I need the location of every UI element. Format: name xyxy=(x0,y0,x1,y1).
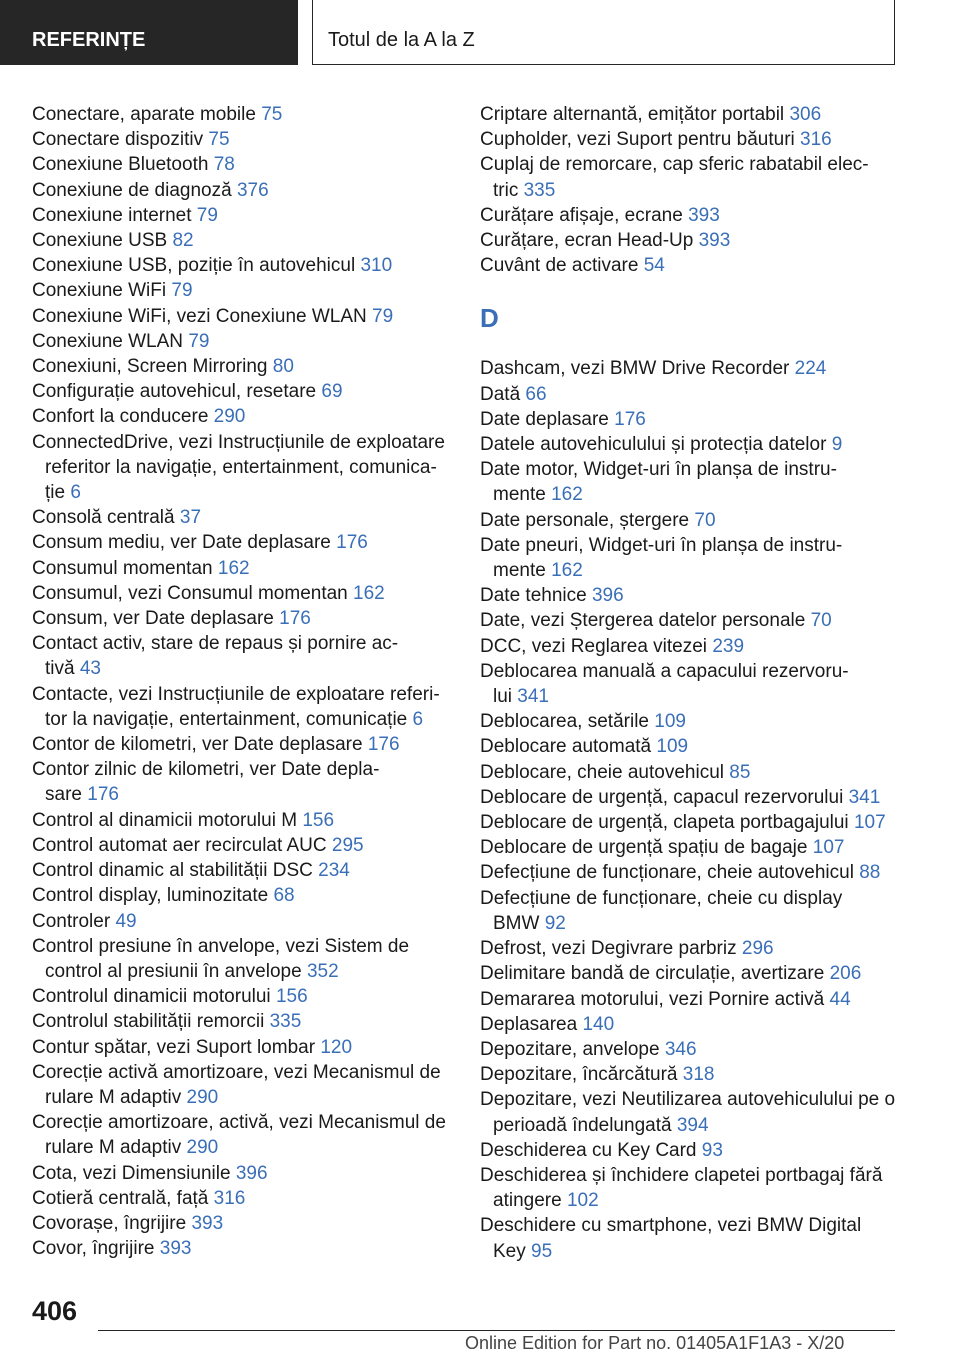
index-entry xyxy=(480,356,910,381)
index-entry xyxy=(32,152,457,177)
index-entry-text: Covor, îngrijire xyxy=(32,1238,155,1260)
index-entry-text: Curățare afișaje, ecrane xyxy=(480,204,683,226)
index-entry xyxy=(480,886,910,936)
index-entry xyxy=(32,1236,457,1261)
page-reference-link[interactable]: 109 xyxy=(656,736,689,758)
index-entry xyxy=(32,581,457,606)
page-reference-link[interactable]: 162 xyxy=(551,560,583,582)
page-reference-link[interactable]: 162 xyxy=(353,582,385,604)
page-reference-link[interactable]: 75 xyxy=(208,129,230,151)
page-reference-link[interactable]: 66 xyxy=(525,383,547,405)
page-reference-link[interactable]: 290 xyxy=(186,1086,219,1108)
page-reference-link[interactable]: 290 xyxy=(213,406,246,428)
page-reference-link[interactable]: 70 xyxy=(694,509,716,531)
index-entry-text: Deblocare automată xyxy=(480,736,652,758)
index-entry-text: Deschiderea și închidere clapetei portbagaj fără atingere xyxy=(480,1164,883,1212)
index-entry-text: Cotieră centrală, față xyxy=(32,1187,209,1209)
index-entry xyxy=(32,1110,457,1160)
page-reference-link[interactable]: 318 xyxy=(682,1064,715,1086)
index-entry-text: Cota, vezi Dimensiunile xyxy=(32,1162,231,1184)
index-entry-text: Consumul, vezi Consumul momentan xyxy=(32,582,348,604)
index-entry-text: Delimitare bandă de circulație, avertizare xyxy=(480,963,825,985)
index-entry xyxy=(32,808,457,833)
edition-note: Online Edition for Part no. 01405A1F1A3 - X/20 xyxy=(465,1333,845,1353)
index-entry xyxy=(32,329,457,354)
index-entry xyxy=(480,608,910,633)
index-entry xyxy=(32,505,457,530)
page-reference-link[interactable]: 393 xyxy=(698,230,731,252)
index-entry xyxy=(480,1163,910,1213)
index-entry xyxy=(32,556,457,581)
index-entry-text: Defecțiune de funcționare, cheie cu display BMW xyxy=(480,887,843,934)
page-reference-link[interactable]: 88 xyxy=(859,862,881,884)
page-reference-link[interactable]: 396 xyxy=(591,585,624,607)
index-entry xyxy=(32,757,457,807)
index-entry xyxy=(32,858,457,883)
page-reference-link[interactable]: 296 xyxy=(741,938,774,960)
chapter-header xyxy=(312,0,895,65)
page-reference-link[interactable]: 9 xyxy=(831,434,843,456)
index-entry xyxy=(32,304,457,329)
page-reference-link[interactable]: 80 xyxy=(272,356,294,378)
index-entry xyxy=(32,682,457,732)
index-entry-text: Dashcam, vezi BMW Drive Recorder xyxy=(480,358,790,380)
index-entry xyxy=(32,606,457,631)
page-reference-link[interactable]: 92 xyxy=(544,912,566,934)
page-reference-link[interactable]: 120 xyxy=(320,1036,353,1058)
page-reference-link[interactable]: 162 xyxy=(217,557,250,579)
page-reference-link[interactable]: 79 xyxy=(188,330,210,352)
index-entry-text: Deplasarea xyxy=(480,1013,578,1035)
page-reference-link[interactable]: 176 xyxy=(87,784,119,806)
index-entry xyxy=(480,127,910,152)
page-reference-link[interactable]: 316 xyxy=(800,129,832,151)
index-entry-text: Date motor, Widget-uri în planșa de instru- mente xyxy=(480,459,837,506)
index-entry-text: Control presiune în anvelope, vezi Sistem de control al presiunii în anvelope xyxy=(32,935,410,982)
page-reference-link[interactable]: 156 xyxy=(302,809,335,831)
page-reference-link[interactable]: 335 xyxy=(269,1011,302,1033)
index-entry xyxy=(480,407,910,432)
index-entry xyxy=(32,253,457,278)
index-entry xyxy=(480,102,910,127)
page-reference-link[interactable]: 310 xyxy=(360,255,393,277)
index-entry-text: Contor de kilometri, ver Date deplasare xyxy=(32,734,363,756)
page-reference-link[interactable]: 85 xyxy=(729,761,751,783)
index-entry xyxy=(32,984,457,1009)
page-reference-link[interactable]: 346 xyxy=(664,1038,697,1060)
chapter-title: Totul de la A la Z xyxy=(328,29,475,51)
index-entry xyxy=(32,909,457,934)
index-entry xyxy=(480,709,910,734)
index-entry-text: Deblocarea, setările xyxy=(480,711,649,733)
index-entry-text: Conexiuni, Screen Mirroring xyxy=(32,356,268,378)
index-entry-text: Deblocare de urgență, capacul rezervorului xyxy=(480,786,844,808)
index-entry xyxy=(480,1062,910,1087)
index-entry xyxy=(480,203,910,228)
page-reference-link[interactable]: 393 xyxy=(159,1238,192,1260)
index-entry xyxy=(480,1012,910,1037)
index-entry-text: Curățare, ecran Head-Up xyxy=(480,230,694,252)
index-entry xyxy=(32,883,457,908)
page-reference-link[interactable]: 234 xyxy=(318,860,350,882)
index-entry xyxy=(32,430,457,506)
page-reference-link[interactable]: 176 xyxy=(367,734,400,756)
index-entry xyxy=(480,1213,910,1263)
index-entry-text: Consum, ver Date deplasare xyxy=(32,608,274,630)
index-entry-text: Contacte, vezi Instrucțiunile de exploatare referi- tor la navigație, entertainment, comunicație xyxy=(32,683,440,730)
index-entry-text: Configurație autovehicul, resetare xyxy=(32,381,317,403)
index-entry-text: Consum mediu, ver Date deplasare xyxy=(32,532,331,554)
index-entry-text: Corecție amortizoare, activă, vezi Mecanismul de rulare M adaptiv xyxy=(32,1112,446,1159)
section-tab xyxy=(0,0,298,65)
page-reference-link[interactable]: 140 xyxy=(582,1013,615,1035)
index-entry xyxy=(480,1087,910,1137)
index-entry-text: Control al dinamicii motorului M xyxy=(32,809,298,831)
index-entry xyxy=(32,379,457,404)
index-entry xyxy=(32,732,457,757)
index-entry xyxy=(480,734,910,759)
page-reference-link[interactable]: 393 xyxy=(688,204,720,226)
index-entry-text: Controlul stabilității remorcii xyxy=(32,1011,265,1033)
index-entry-text: Criptare alternantă, emițător portabil xyxy=(480,104,785,125)
index-entry-text: Conexiune Bluetooth xyxy=(32,154,209,176)
index-entry-text: Control display, luminozitate xyxy=(32,885,269,907)
index-entry xyxy=(480,634,910,659)
index-column-right xyxy=(480,102,910,1264)
index-entry xyxy=(480,432,910,457)
index-entry-text: Defrost, vezi Degivrare parbriz xyxy=(480,938,737,960)
page-reference-link[interactable]: 43 xyxy=(79,658,101,680)
index-entry-text: Contor zilnic de kilometri, ver Date depla- sare xyxy=(32,759,380,806)
index-entry xyxy=(480,760,910,785)
index-entry-text: Conexiune de diagnoză xyxy=(32,179,232,201)
index-entry xyxy=(480,785,910,810)
index-entry xyxy=(32,1035,457,1060)
index-entry xyxy=(480,508,910,533)
index-entry-text: Corecție activă amortizoare, vezi Mecanismul de rulare M adaptiv xyxy=(32,1061,441,1108)
page-reference-link[interactable]: 156 xyxy=(275,986,308,1008)
index-entry xyxy=(480,228,910,253)
page-reference-link[interactable]: 6 xyxy=(412,708,424,730)
page-reference-link[interactable]: 78 xyxy=(213,154,235,176)
index-entry-text: Date deplasare xyxy=(480,408,609,430)
index-entry xyxy=(32,278,457,303)
page-reference-link[interactable]: 102 xyxy=(566,1190,599,1212)
index-entry xyxy=(32,178,457,203)
index-entry-text: Date pneuri, Widget-uri în planșa de instru- mente xyxy=(480,534,843,582)
index-entry-text: Conexiune WLAN xyxy=(32,330,184,352)
page-reference-link[interactable]: 93 xyxy=(701,1139,723,1161)
index-entry xyxy=(480,659,910,709)
index-entry-text: ConnectedDrive, vezi Instrucțiunile de exploatare referitor la navigație, entertainment, comunica- ție xyxy=(32,431,445,504)
index-entry xyxy=(480,583,910,608)
index-entry-text: Demararea motorului, vezi Pornire activă xyxy=(480,988,825,1010)
page-reference-link[interactable]: 176 xyxy=(336,532,368,554)
index-entry xyxy=(32,1009,457,1034)
index-entry-text: Covorașe, îngrijire xyxy=(32,1212,187,1234)
index-letter-heading: D xyxy=(480,303,499,334)
index-entry-text: Contact activ, stare de repaus și pornire ac- tivă xyxy=(32,633,399,680)
index-entry xyxy=(480,835,910,860)
page-reference-link[interactable]: 306 xyxy=(789,104,822,125)
page-reference-link[interactable]: 6 xyxy=(70,482,81,504)
index-entry xyxy=(32,404,457,429)
index-entry-text: Consolă centrală xyxy=(32,507,175,529)
index-entry-text: Conectare, aparate mobile xyxy=(32,104,256,125)
index-entry xyxy=(480,987,910,1012)
index-entry-text: Cuvânt de activare xyxy=(480,255,639,277)
index-entry xyxy=(480,1037,910,1062)
page-reference-link[interactable]: 69 xyxy=(321,381,343,403)
page-reference-link[interactable]: 68 xyxy=(273,885,295,907)
index-entry-text: DCC, vezi Reglarea vitezei xyxy=(480,635,708,657)
index-entry-text: Dată xyxy=(480,383,521,405)
index-entry-text: Deschidere cu smartphone, vezi BMW Digital Key xyxy=(480,1215,862,1262)
index-entry-text: Contur spătar, vezi Suport lombar xyxy=(32,1036,316,1058)
page-reference-link[interactable]: 37 xyxy=(179,507,202,529)
index-entry xyxy=(480,253,910,278)
page-reference-link[interactable]: 79 xyxy=(196,204,218,226)
index-entry xyxy=(480,860,910,885)
page-reference-link[interactable]: 44 xyxy=(829,988,851,1010)
page-reference-link[interactable]: 95 xyxy=(531,1240,553,1262)
page-reference-link[interactable]: 54 xyxy=(643,255,665,277)
index-entry-text: Deblocare de urgență, clapeta portbagajului xyxy=(480,812,849,834)
index-entry xyxy=(480,152,910,202)
page-reference-link[interactable]: 162 xyxy=(551,484,583,506)
index-entry-text: Controlul dinamicii motorului xyxy=(32,986,271,1008)
index-entry xyxy=(32,934,457,984)
index-entry xyxy=(32,203,457,228)
index-entry xyxy=(32,833,457,858)
page-reference-link[interactable]: 290 xyxy=(186,1137,219,1159)
section-title: REFERINȚE xyxy=(32,29,146,51)
footer-divider xyxy=(98,1330,895,1331)
index-entry xyxy=(32,102,457,127)
index-entry-text: Date personale, ștergere xyxy=(480,509,690,531)
page-reference-link[interactable]: 335 xyxy=(523,179,556,201)
index-entry-text: Conexiune USB xyxy=(32,230,168,252)
index-entry-text: Deblocarea manuală a capacului rezervoru- lui xyxy=(480,660,849,708)
index-entry xyxy=(32,631,457,681)
page-reference-link[interactable]: 109 xyxy=(654,711,686,733)
index-entry-text: Conexiune USB, poziție în autovehicul xyxy=(32,255,356,277)
page-reference-link[interactable]: 239 xyxy=(712,635,745,657)
index-entry xyxy=(480,810,910,835)
page-reference-link[interactable]: 49 xyxy=(115,910,137,932)
index-entry xyxy=(480,961,910,986)
index-entry xyxy=(32,127,457,152)
index-entry-text: Conectare dispozitiv xyxy=(32,129,204,151)
index-entry-text: Datele autovehiculului și protecția datelor xyxy=(480,434,827,456)
page-reference-link[interactable]: 176 xyxy=(614,408,646,430)
index-entry xyxy=(480,533,910,583)
index-entry-text: Control dinamic al stabilității DSC xyxy=(32,860,313,882)
index-entry-text: Conexiune WiFi, vezi Conexiune WLAN xyxy=(32,305,367,327)
page-number: 406 xyxy=(32,1296,78,1326)
index-entry xyxy=(32,1060,457,1110)
page-reference-link[interactable]: 341 xyxy=(848,786,881,808)
index-entry-text: Deblocare, cheie autovehicul xyxy=(480,761,724,783)
index-entry-text: Deschiderea cu Key Card xyxy=(480,1139,697,1161)
page-reference-link[interactable]: 107 xyxy=(812,837,845,859)
page-reference-link[interactable]: 206 xyxy=(829,963,862,985)
page-reference-link[interactable]: 79 xyxy=(372,305,394,327)
page-reference-link[interactable]: 295 xyxy=(331,834,364,856)
index-entry xyxy=(32,1211,457,1236)
index-entry xyxy=(480,1138,910,1163)
page-reference-link[interactable]: 396 xyxy=(235,1162,268,1184)
index-entry xyxy=(32,1186,457,1211)
page-reference-link[interactable]: 352 xyxy=(306,960,339,982)
index-entry xyxy=(32,354,457,379)
index-entry-text: Date tehnice xyxy=(480,585,587,607)
page-reference-link[interactable]: 176 xyxy=(279,608,311,630)
index-entry-text: Date, vezi Ștergerea datelor personale xyxy=(480,610,806,632)
index-entry-text: Controler xyxy=(32,910,111,932)
index-entry-text: Conexiune WiFi xyxy=(32,280,167,302)
page-reference-link[interactable]: 394 xyxy=(676,1114,709,1136)
page-reference-link[interactable]: 224 xyxy=(794,358,827,380)
index-entry xyxy=(480,382,910,407)
index-entry-text: Consumul momentan xyxy=(32,557,213,579)
index-entry-text: Defecțiune de funcționare, cheie autovehicul xyxy=(480,862,854,884)
page-reference-link[interactable]: 341 xyxy=(517,686,549,708)
page-reference-link[interactable]: 393 xyxy=(191,1212,224,1234)
page-reference-link[interactable]: 107 xyxy=(853,812,886,834)
index-entry xyxy=(32,228,457,253)
page-reference-link[interactable]: 376 xyxy=(236,179,269,201)
index-entry-text: Depozitare, vezi Neutilizarea autovehiculului pe o perioadă îndelungată xyxy=(480,1089,896,1136)
index-entry-text: Depozitare, anvelope xyxy=(480,1038,660,1060)
index-entry-text: Deblocare de urgență spațiu de bagaje xyxy=(480,837,808,859)
page-reference-link[interactable]: 316 xyxy=(213,1187,246,1209)
index-entry xyxy=(32,530,457,555)
index-column-left xyxy=(32,102,457,1261)
page-reference-link[interactable]: 79 xyxy=(171,280,193,302)
page-reference-link[interactable]: 70 xyxy=(810,610,832,632)
index-entry-text: Depozitare, încărcătură xyxy=(480,1064,678,1086)
page-reference-link[interactable]: 75 xyxy=(261,104,283,125)
index-entry xyxy=(480,457,910,507)
index-entry-text: Control automat aer recirculat AUC xyxy=(32,834,327,856)
index-entry-text: Cupholder, vezi Suport pentru băuturi xyxy=(480,129,795,151)
index-entry-text: Cuplaj de remorcare, cap sferic rabatabil elec- tric xyxy=(480,154,869,201)
index-entry-text: Confort la conducere xyxy=(32,406,209,428)
page-reference-link[interactable]: 82 xyxy=(172,230,194,252)
index-entry xyxy=(480,936,910,961)
index-entry xyxy=(32,1161,457,1186)
index-entry-text: Conexiune internet xyxy=(32,204,192,226)
